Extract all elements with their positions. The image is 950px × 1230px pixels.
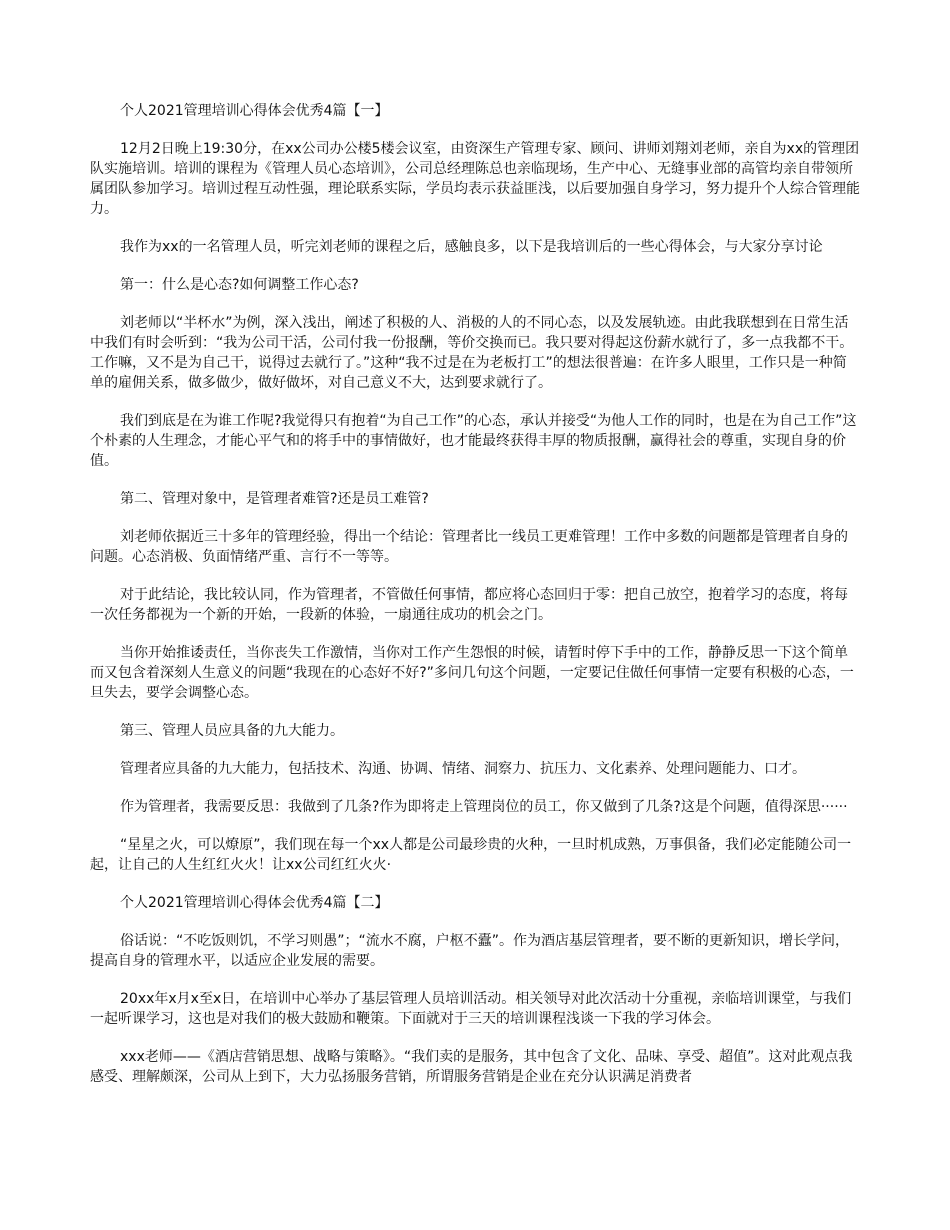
paragraph: 刘老师以“半杯水”为例，深入浅出，阐述了积极的人、消极的人的不同心态，以及发展轨迹。由此我联想到在日常生活中我们有时会听到：“我为公司干活，公司付我一份报酬，等价交换而已。我只要对得起这份薪水就行了，多一点我都不干。工作嘛，又不是为自己干，说得过去就行了。”这种“我不过是在为老板打工”的想法很普遍：在许多人眼里，工作只是一种简单的雇佣关系，做多做少，做好做坏，对自己意义不大，达到要求就行了。: [90, 315, 854, 391]
paragraph: 当你开始推诿责任，当你丧失工作激情，当你对工作产生怨恨的时候，请暂时停下手中的工作，静静反思一下这个简单而又包含着深刻人生意义的问题“我现在的心态好不好?”多问几句这个问题，一定要记住做任何事情一定要有积极的心态，一旦失去，要学会调整心态。: [90, 645, 854, 701]
section-heading-1: 个人2021管理培训心得体会优秀4篇【一】: [120, 103, 389, 119]
paragraph: 20xx年x月x至x日，在培训中心举办了基层管理人员培训活动。相关领导对此次活动十分重视，亲临培训课堂，与我们一起听课学习，这也是对我们的极大鼓励和鞭策。下面就对于三天的培训课程浅谈一下我的学习体会。: [90, 991, 852, 1027]
paragraph: 我们到底是在为谁工作呢?我觉得只有抱着“为自己工作”的心态，承认并接受“为他人工作的同时，也是在为自己工作”这个朴素的人生理念，才能心平气和的将手中的事情做好，也才能最终获得丰厚的物质报酬，赢得社会的尊重，实现自身的价值。: [90, 413, 857, 469]
section-heading-2: 个人2021管理培训心得体会优秀4篇【二】: [120, 895, 389, 911]
document-body: [90, 101, 860, 1087]
paragraph: xxx老师——《酒店营销思想、战略与策略》。“我们卖的是服务，其中包含了文化、品味、享受、超值”。这对此观点我感受、理解颇深，公司从上到下，大力弘扬服务营销，所谓服务营销是企业在充分认识满足消费者: [90, 1049, 853, 1085]
paragraph: 刘老师依据近三十多年的管理经验，得出一个结论：管理者比一线员工更难管理！工作中多数的问题都是管理者自身的问题。心态消极、负面情绪严重、言行不一等等。: [90, 529, 848, 565]
paragraph: 对于此结论，我比较认同，作为管理者，不管做任何事情，都应将心态回归于零：把自己放空，抱着学习的态度，将每一次任务都视为一个新的开始，一段新的体验，一扇通往成功的机会之门。: [90, 587, 848, 623]
paragraph: 俗话说：“不吃饭则饥，不学习则愚”；“流水不腐，户枢不蠹”。作为酒店基层管理者，要不断的更新知识，增长学问，提高自身的管理水平，以适应企业发展的需要。: [90, 933, 850, 969]
paragraph: 我作为xx的一名管理人员，听完刘老师的课程之后，感触良多，以下是我培训后的一些心得体会，与大家分享讨论: [120, 239, 823, 255]
paragraph: 12月2日晚上19:30分，在xx公司办公楼5楼会议室，由资深生产管理专家、顾问、讲师刘翔刘老师，亲自为xx的管理团队实施培训。培训的课程为《管理人员心态培训》，公司总经理陈总也亲临现场，生产中心、无缝事业部的高管均亲自带领所属团队参加学习。培训过程互动性强，理论联系实际，学员均表示获益匪浅，以后要加强自身学习，努力提升个人综合管理能力。: [90, 141, 860, 217]
paragraph: 管理者应具备的九大能力，包括技术、沟通、协调、情绪、洞察力、抗压力、文化素养、处理问题能力、口才。: [120, 761, 806, 777]
paragraph: 作为管理者，我需要反思：我做到了几条?作为即将走上管理岗位的员工，你又做到了几条?这是个问题，值得深思······: [120, 799, 848, 815]
subheading-2: 第二、管理对象中，是管理者难管?还是员工难管?: [120, 491, 429, 507]
subheading-3: 第三、管理人员应具备的九大能力。: [120, 723, 344, 739]
paragraph: “星星之火，可以燎原”，我们现在每一个xx人都是公司最珍贵的火种，一旦时机成熟，万事俱备，我们必定能随公司一起，让自己的人生红红火火！让xx公司红红火火·: [90, 837, 852, 873]
subheading-1: 第一：什么是心态?如何调整工作心态?: [120, 277, 359, 293]
